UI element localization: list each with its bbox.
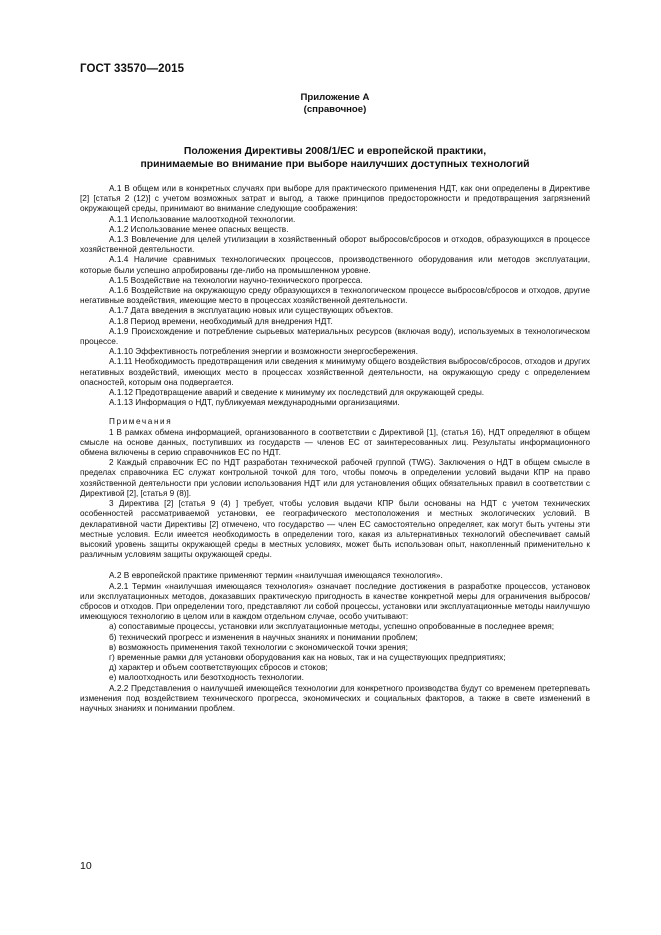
paragraph-a1-3: А.1.3 Вовлечение для целей утилизации в хозяйственный оборот выбросов/сбросов и отходов, образующихся в процессе хозяйственной деятельности. [80,234,590,255]
list-item: е) малоотходность или безотходность технологии. [109,672,304,683]
note-item: 1 В рамках обмена информацией, организованного в соответствии с Директивой [1], (статья 16), НДТ определяют в общем смысле на основе данных, поступивших из государств — членов ЕС от заинтересованных лиц. Результаты информационного обмена включены в серию справочников ЕС по НДТ. [80,427,590,458]
section-title-line: Положения Директивы 2008/1/ЕС и европейской практики, [183,146,487,157]
annex-subtitle: (справочное) [303,104,367,115]
document-code: ГОСТ 33570—2015 [80,63,185,75]
list-item: д) характер и объем соответствующих сбросов и стоков; [109,662,328,673]
list-item: а) сопоставимые процессы, установки или эксплуатационные методы, успешно опробованные в последнее время; [109,621,555,632]
section-title [80,145,590,171]
paragraph-a1-2: А.1.2 Использование менее опасных веществ. [109,223,289,234]
paragraph-a1-5: А.1.5 Воздействие на технологии научно-технического прогресса. [109,274,363,285]
note-item: 3 Директива [2] [статья 9 (4) ] требует, чтобы условия выдачи КПР были основаны на НДТ с учетом технических особенностей рассматриваемой установки, ее географического местоположения и местных экологических условий. В декларативной части Директивы [2] отмечено, что государство — член ЕС самостоятельно определяет, как могут быть учтены эти местные условия. Если имеется необходимость в определении того, какая из альтернативных технологий обеспечивает самый высокий уровень защиты окружающей среды в местных условиях, может быть использован опыт, накопленный применительно к различным условиям защиты окружающей среды. [80,499,590,560]
list-item: б) технический прогресс и изменения в научных знаниях и понимании проблем; [109,631,418,642]
annex-title: Приложение А [300,92,370,103]
paragraph-a1-1: А.1.1 Использование малоотходной технологии. [109,213,296,224]
paragraph-a1-12: А.1.12 Предотвращение аварий и сведение к минимуму их последствий для окружающей среды. [109,387,485,398]
paragraph-a2-2: А.2.2 Представления о наилучшей имеющейся технологии для конкретного производства будут со временем претерпевать изменения под воздействием технического прогресса, экономических и социальных факторов, а также в свете изменений в научных знаниях и понимании проблем. [80,682,590,713]
list-item: г) временные рамки для установки оборудования как на новых, так и на существующих предприятиях; [109,651,506,662]
paragraph-a1-7: А.1.7 Дата введения в эксплуатацию новых или существующих объектов. [109,305,394,316]
document-body [80,183,590,713]
list-item: в) возможность применения такой технологии с экономической точки зрения; [109,641,408,652]
paragraph-a1-6: А.1.6 Воздействие на окружающую среду образующихся в технологическом процессе выбросов/сбросов и отходов, другие негативные воздействия, имеющие место в процессах хозяйственной деятельности. [80,285,590,306]
paragraph-a1-13: А.1.13 Информация о НДТ, публикуемая международными организациями. [109,397,400,408]
note-item: 2 Каждый справочник ЕС по НДТ разработан технической рабочей группой (TWG). Заключения о НДТ в общем смысле в пределах справочника ЕС служат контрольной точкой для того, чтобы помочь в определении условий выдачи КПР на право хозяйственной деятельности при условии использования НДТ или для установления общих обязательных правил в соответствии с Директивой [2], [статья 9 (8)]. [80,458,590,498]
paragraph-a1-9: А.1.9 Происхождение и потребление сырьевых материальных ресурсов (включая воду), используемых в технологическом процессе. [80,325,590,347]
annex-heading [80,92,590,116]
paragraph-a2-1: А.2.1 Термин «наилучшая имеющаяся технология» означает последние достижения в разработке процессов, установок или эксплуатационных методов, доказавших практическую пригодность в качестве конкретной меры для ограничения выбросов/сбросов и отходов. При определении того, представляют ли собой процессы, установки или эксплуатационные методы наилучшую имеющуюся технологию в целом или в каждом отдельном случае, особо учитывают: [80,580,590,622]
notes-block [80,417,590,560]
notes-heading: Примечания [109,417,173,427]
paragraph-a1-10: А.1.10 Эффективность потребления энергии и возможности энергосбережения. [109,346,418,357]
paragraph-a1: А.1 В общем или в конкретных случаях при выборе для практического применения НДТ, как они определены в Директиве [2] [статья 2 (12)] с учетом возможных затрат и выгод, а также принципов предосторожности и предотвращения загрязнений окружающей среды, принимают во внимание следующие соображения: [80,183,590,214]
section-title-line: принимаемые во внимание при выборе наилучших доступных технологий [140,159,530,170]
paragraph-a1-4: А.1.4 Наличие сравнимых технологических процессов, производственного оборудования или методов эксплуатации, которые были успешно апробированы где-либо на промышленном уровне. [80,254,590,275]
page-number: 10 [80,860,92,872]
paragraph-a1-11: А.1.11 Необходимость предотвращения или сведения к минимуму общего воздействия выбросов/сбросов, отходов и других негативных воздействий, имеющих место в процессах хозяйственной деятельности, на окружающую среду с определением опасностей, которым она подвергается. [80,356,590,387]
paragraph-a2: А.2 В европейской практике применяют термин «наилучшая имеющаяся технология». [109,570,443,581]
paragraph-a1-8: А.1.8 Период времени, необходимый для внедрения НДТ. [109,315,333,326]
